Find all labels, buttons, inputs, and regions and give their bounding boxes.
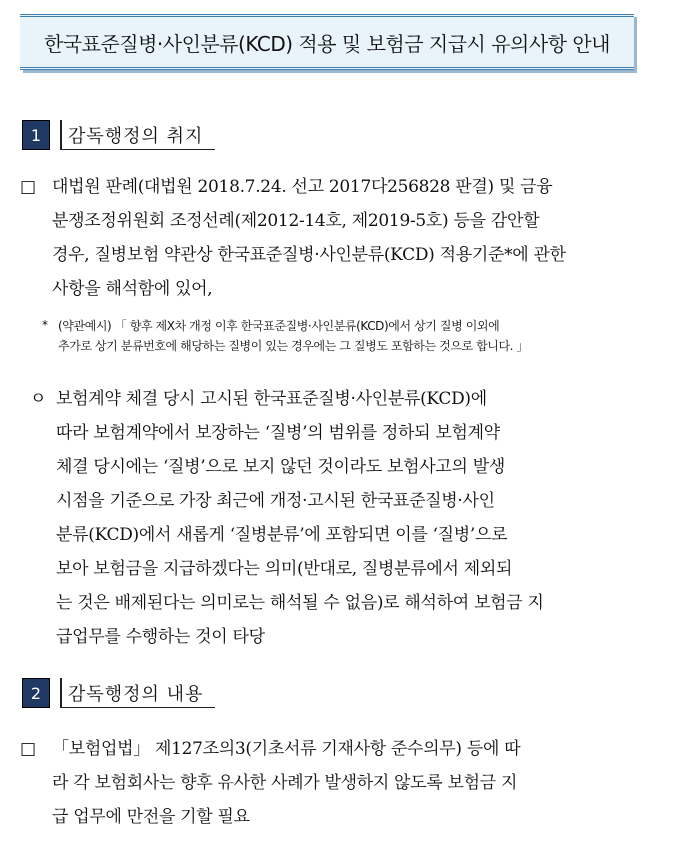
sub-paragraph-line: 시점을 기준으로 가장 최근에 개정·고시된 한국표준질병·사인: [56, 491, 495, 511]
paragraph-line: 급 업무에 만전을 기할 필요: [52, 807, 250, 827]
section-1-checkbox-bullet: □: [20, 177, 37, 197]
sub-paragraph-line: 체결 당시에는 ‘질병’으로 보지 않던 것이라도 보험사고의 발생: [56, 457, 505, 477]
section-1-header: [22, 120, 215, 150]
note-asterisk: *: [42, 318, 48, 332]
sub-paragraph-line: 보아 보험금을 지급하겠다는 의미(반대로, 질병분류에서 제외되: [56, 559, 513, 579]
document-title-box: [20, 14, 634, 70]
sub-paragraph-line: 따라 보험계약에서 보장하는 ‘질병’의 범위를 정하되 보험계약: [56, 423, 500, 443]
section-1-paragraph: [52, 170, 642, 306]
section-2-header: [22, 678, 215, 708]
section-1-sub-paragraph: [56, 382, 642, 654]
section-1-note: [58, 316, 648, 356]
note-line: (약관예시) 「 향후 제X차 개정 이후 한국표준질병·사인분류(KCD)에서 상기 질병 이외에: [58, 319, 500, 333]
paragraph-line: 분쟁조정위원회 조정선례(제2012-14호, 제2019-5호) 등을 감안할: [52, 211, 540, 231]
sub-paragraph-line: 분류(KCD)에서 새롭게 ‘질병분류’에 포함되면 이를 ‘질병’으로: [56, 525, 508, 545]
note-line: 추가로 상기 분류번호에 해당하는 질병이 있는 경우에는 그 질병도 포함하는 것으로 합니다. 」: [58, 339, 529, 353]
paragraph-line: 대법원 판례(대법원 2018.7.24. 선고 2017다256828 판결) 및 금융: [52, 177, 553, 197]
section-2-paragraph: [52, 732, 642, 834]
section-1-heading: 감독행정의 취지: [60, 120, 215, 150]
section-2-checkbox-bullet: □: [20, 739, 37, 759]
sub-paragraph-line: 급업무를 수행하는 것이 타당: [56, 627, 265, 647]
paragraph-line: 「보험업법」 제127조의3(기초서류 기재사항 준수의무) 등에 따: [52, 739, 521, 759]
paragraph-line: 경우, 질병보험 약관상 한국표준질병·사인분류(KCD) 적용기준*에 관한: [52, 245, 566, 265]
sub-paragraph-line: 는 것은 배제된다는 의미로는 해석될 수 없음)로 해석하여 보험금 지: [56, 593, 544, 613]
section-2-number: 2: [22, 678, 50, 708]
paragraph-line: 사항을 해석함에 있어,: [52, 279, 213, 299]
section-1-sub-bullet: ㅇ: [30, 389, 47, 409]
section-2-heading: 감독행정의 내용: [60, 678, 215, 708]
document-title: 한국표준질병·사인분류(KCD) 적용 및 보험금 지급시 유의사항 안내: [44, 31, 610, 56]
paragraph-line: 라 각 보험회사는 향후 유사한 사례가 발생하지 않도록 보험금 지: [52, 773, 518, 793]
sub-paragraph-line: 보험계약 체결 당시 고시된 한국표준질병·사인분류(KCD)에: [56, 389, 487, 409]
section-1-number: 1: [22, 120, 50, 150]
